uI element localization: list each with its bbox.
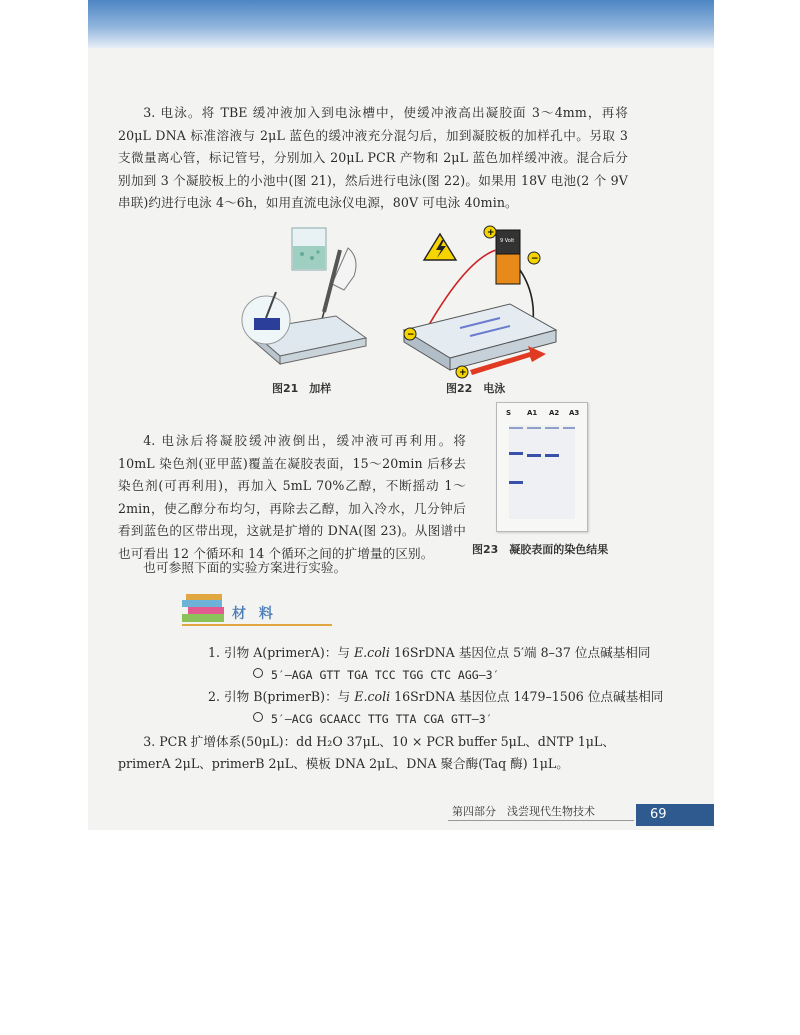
material-item-3: 3. PCR 扩增体系(50μL)：dd H₂O 37μL、10 × PCR buffer 5μL、dNTP 1μL、primerA 2μL、primerB 2μL、模板 DNA 2μL、DNA 聚合酶(Taq 酶) 1μL。 <box>118 734 615 771</box>
footer-section-title: 第四部分 浅尝现代生物技术 <box>452 805 595 818</box>
lane-label-a2: A2 <box>549 409 560 417</box>
figure-23-caption: 图23 凝胶表面的染色结果 <box>472 543 609 556</box>
header-band <box>88 0 714 48</box>
step5-paragraph: 也可参照下面的实验方案进行实验。 <box>143 560 347 575</box>
material-item-1: 1. 引物 A(primerA)：与 E.coli 16SrDNA 基因位点 5′端 8–37 位点碱基相同 <box>208 645 651 660</box>
figure-23-gel-image <box>496 402 588 532</box>
footer-divider <box>448 820 634 821</box>
svg-text:−: − <box>531 254 539 264</box>
materials-title: 材 料 <box>232 606 277 622</box>
lane-label-a3: A3 <box>569 409 580 417</box>
primer-a-sequence: 5′–AGA GTT TGA TCC TGG CTC AGG–3′ <box>253 665 499 685</box>
material-item-2: 2. 引物 B(primerB)：与 E.coli 16SrDNA 基因位点 1479–1506 位点碱基相同 <box>208 689 664 704</box>
figure-21-caption: 图21 加样 <box>272 382 332 395</box>
primer-b-sequence: 5′–ACG GCAACC TTG TTA CGA GTT–3′ <box>253 709 493 729</box>
figure-21-loading-illustration <box>240 220 368 370</box>
figure-22-electrophoresis-illustration <box>400 220 560 380</box>
bullet-circle-icon <box>253 668 263 678</box>
step4-paragraph: 4. 电泳后将凝胶缓冲液倒出，缓冲液可再利用。将 10mL 染色剂(亚甲蓝)覆盖在凝胶表面，15～20min 后移去染色剂(可再利用)，再加入 5mL 70%乙醇，不断摇动 1～2min，使乙醇分布均匀，再除去乙醇，加入冷水，几分钟后看到蓝色的区带出现，这就是扩增的 DNA(图 23)。从图谱中也可看出 12 个循环和 14 个循环之间的扩增量的区别。 <box>118 433 466 561</box>
materials-underline <box>182 624 332 626</box>
figure-22-caption: 图22 电泳 <box>446 382 506 395</box>
battery-label: 9 Volt <box>500 238 515 244</box>
gel-bands <box>497 403 587 531</box>
svg-text:+: + <box>487 228 495 238</box>
svg-text:−: − <box>407 330 415 340</box>
bullet-circle-icon <box>253 712 263 722</box>
page-number: 69 <box>636 804 714 826</box>
step3-paragraph: 3. 电泳。将 TBE 缓冲液加入到电泳槽中，使缓冲液高出凝胶面 3～4mm，再将 20μL DNA 标准溶液与 2μL 蓝色的缓冲液充分混匀后，加到凝胶板的加样孔中。另取 3 支微量离心管，标记管号，分别加入 20μL PCR 产物和 2μL 蓝色加样缓冲液。混合后分别加到 3 个凝胶板上的小池中(图 21)，然后进行电泳(图 22)。如果用 18V 电池(2 个 9V 串联)约进行电泳 4～6h，如用直流电泳仪电源，80V 可电泳 40min。 <box>118 105 628 210</box>
lane-label-s: S <box>506 409 512 417</box>
lane-label-a1: A1 <box>527 409 538 417</box>
svg-text:+: + <box>459 368 467 378</box>
